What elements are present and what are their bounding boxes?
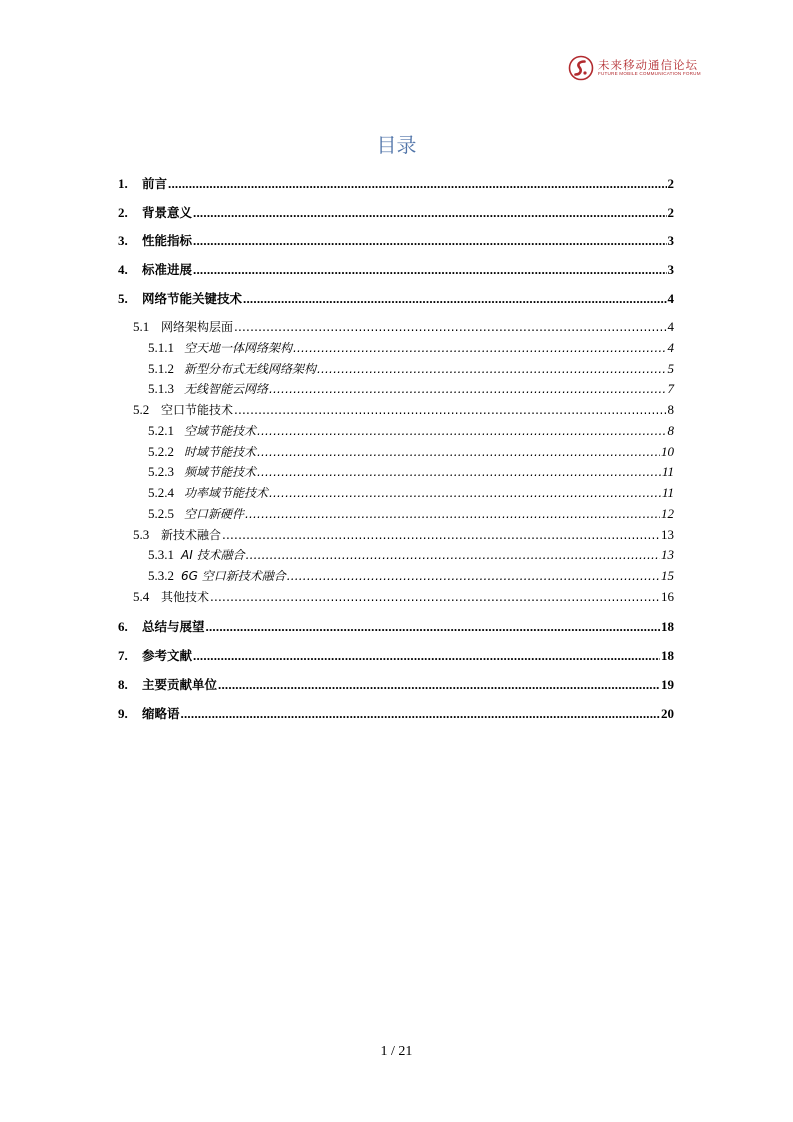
toc-entry-label: 频域节能技术 [184,465,257,479]
toc-entry-label: AI 技术融合 [181,548,245,562]
toc-entry-label: 背景意义 [142,205,193,220]
forum-logo [568,55,708,81]
toc-entry-label: 6G 空口新技术融合 [181,569,286,583]
toc-entry-number: 5.2 [133,402,150,417]
toc-entry-5-1[interactable] [133,318,674,336]
toc-leader-dots [269,486,661,500]
toc-entry-page: 12 [661,506,674,521]
toc-entry-label: 网络架构层面 [161,320,234,334]
toc-entry-label: 网络节能关键技术 [142,291,243,306]
toc-entry-page: 20 [661,706,674,721]
toc-entry-6[interactable] [118,617,674,637]
toc-entry-label: 参考文献 [142,648,193,663]
toc-leader-dots [193,233,666,249]
toc-entry-5-2-5[interactable] [148,505,674,523]
toc-leader-dots [193,648,660,664]
toc-entry-5[interactable] [118,289,674,309]
toc-entry-page: 5 [667,361,674,376]
logo-chinese-text: 未来移动通信论坛 [598,58,698,72]
toc-title: 目录 [376,133,417,157]
toc-entry-label: 其他技术 [161,590,210,604]
toc-entry-label: 空域节能技术 [184,424,257,438]
toc-leader-dots [246,548,660,562]
toc-leader-dots [257,465,661,479]
toc-entry-label: 空天地一体网络架构 [184,341,293,355]
toc-entry-1[interactable] [118,174,674,194]
toc-entry-5-4[interactable] [133,588,674,606]
toc-entry-9[interactable] [118,704,674,724]
toc-entry-page: 4 [667,340,674,355]
toc-entry-5-3[interactable] [133,526,674,544]
toc-entry-number: 9. [118,706,128,721]
toc-leader-dots [257,445,660,459]
toc-entry-label: 空口新硬件 [184,507,245,521]
toc-entry-page: 7 [667,381,674,396]
toc-entry-label: 缩略语 [142,706,180,721]
toc-entry-5-2-1[interactable] [148,422,674,440]
toc-leader-dots [206,619,660,635]
toc-entry-number: 8. [118,677,128,692]
toc-entry-label: 新技术融合 [161,528,222,542]
toc-leader-dots [234,320,666,334]
toc-entry-number: 5.2.5 [148,506,174,521]
toc-entry-page: 18 [661,619,674,634]
toc-entry-number: 3. [118,233,128,248]
toc-entry-label: 新型分布式无线网络架构 [184,362,317,376]
toc-entry-page: 13 [661,527,674,542]
toc-entry-5-1-3[interactable] [148,380,674,398]
toc-entry-page: 11 [661,464,674,479]
toc-entry-number: 5.3.2 [148,568,174,583]
toc-entry-label: 主要贡献单位 [142,677,218,692]
toc-entry-label: 前言 [142,176,168,191]
toc-entry-5-3-1[interactable] [148,546,674,564]
toc-leader-dots [193,262,666,278]
toc-entry-page: 2 [667,176,674,191]
toc-entry-number: 5.1.1 [148,340,174,355]
toc-entry-number: 5.1.2 [148,361,174,376]
toc-entry-page: 4 [667,291,674,306]
toc-entry-number: 5.1 [133,319,150,334]
toc-entry-number: 2. [118,205,128,220]
toc-entry-page: 2 [667,205,674,220]
toc-entry-page: 13 [661,547,674,562]
toc-entry-number: 5.4 [133,589,150,604]
toc-entry-3[interactable] [118,231,674,251]
toc-entry-page: 3 [667,233,674,248]
toc-entry-page: 4 [667,319,674,334]
toc-leader-dots [193,205,666,221]
toc-entry-page: 15 [661,568,674,583]
toc-entry-5-1-1[interactable] [148,339,674,357]
toc-entry-label: 无线智能云网络 [184,382,269,396]
toc-entry-number: 5.2.3 [148,464,174,479]
toc-entry-number: 5.3 [133,527,150,542]
toc-entry-number: 5.3.1 [148,547,174,562]
toc-entry-5-2-3[interactable] [148,463,674,481]
toc-entry-number: 5. [118,291,128,306]
toc-entry-5-2-2[interactable] [148,443,674,461]
toc-leader-dots [181,706,660,722]
toc-entry-5-2-4[interactable] [148,484,674,502]
toc-leader-dots [234,403,666,417]
toc-entry-5-2[interactable] [133,401,674,419]
toc-entry-page: 10 [661,444,674,459]
toc-entry-page: 8 [667,402,674,417]
toc-leader-dots [245,507,660,521]
toc-entry-2[interactable] [118,203,674,223]
toc-entry-number: 5.2.2 [148,444,174,459]
toc-entry-number: 1. [118,176,128,191]
toc-entry-label: 性能指标 [142,233,193,248]
toc-entry-page: 16 [661,589,674,604]
toc-leader-dots [257,424,666,438]
toc-leader-dots [222,528,660,542]
page-number: 1 / 21 [380,1044,413,1059]
forum-logo-icon [568,55,594,81]
toc-entry-number: 7. [118,648,128,663]
toc-entry-4[interactable] [118,260,674,280]
toc-entry-page: 3 [667,262,674,277]
toc-leader-dots [210,590,660,604]
logo-english-text: FUTURE MOBILE COMMUNICATION FORUM [598,71,701,76]
toc-leader-dots [218,677,660,693]
toc-entry-label: 功率域节能技术 [184,486,269,500]
toc-leader-dots [168,176,666,192]
toc-leader-dots [293,341,666,355]
toc-entry-page: 8 [667,423,674,438]
toc-entry-7[interactable] [118,646,674,666]
toc-entry-8[interactable] [118,675,674,695]
toc-entry-number: 5.1.3 [148,381,174,396]
toc-entry-number: 4. [118,262,128,277]
toc-entry-number: 6. [118,619,128,634]
toc-leader-dots [269,382,666,396]
toc-entry-number: 5.2.1 [148,423,174,438]
toc-entry-number: 5.2.4 [148,485,174,500]
toc-entry-page: 11 [661,485,674,500]
toc-entry-label: 时域节能技术 [184,445,257,459]
toc-entry-label: 总结与展望 [142,619,205,634]
toc-entry-5-1-2[interactable] [148,360,674,378]
toc-entry-label: 标准进展 [142,262,193,277]
toc-leader-dots [317,362,666,376]
toc-leader-dots [243,291,666,307]
toc-entry-label: 空口节能技术 [161,403,234,417]
toc-leader-dots [287,569,660,583]
toc-entry-page: 19 [661,677,674,692]
toc-entry-page: 18 [661,648,674,663]
toc-entry-5-3-2[interactable] [148,567,674,585]
